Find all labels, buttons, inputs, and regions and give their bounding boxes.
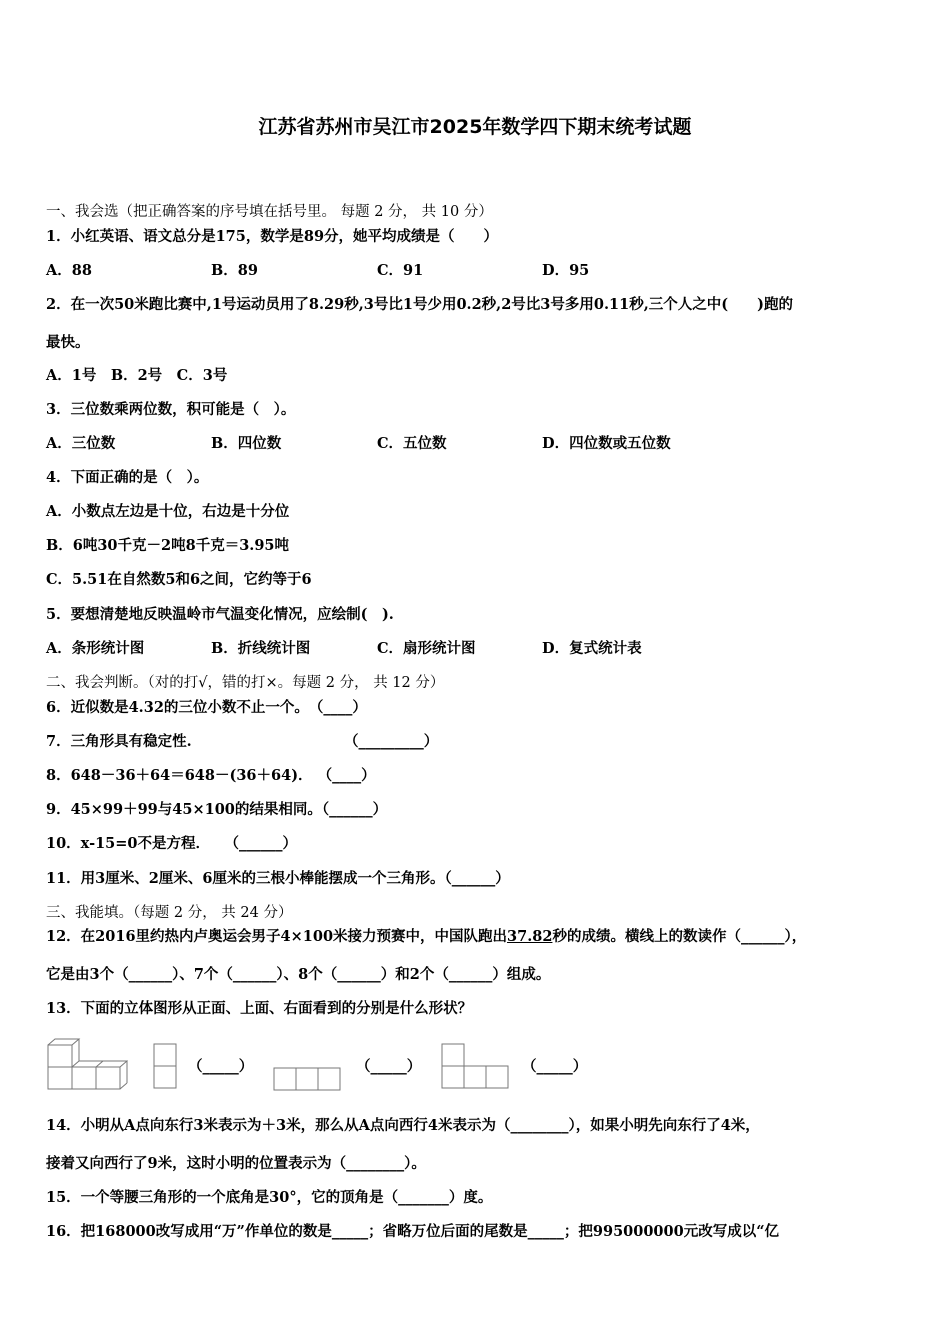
q3-option-d: D．四位数或五位数 [542, 435, 671, 452]
q4-option-b: B．6吨30千克－2吨8千克＝3.95吨 [46, 537, 290, 554]
q13-stem: 13．下面的立体图形从正面、上面、右面看到的分别是什么形状？ [46, 1000, 473, 1017]
view-figure-2 [272, 1066, 344, 1092]
q14-line1: 14．小明从A点向东行3米表示为＋3米，那么从A点向西行4米表示为（________），如果小明先向东行了4米， [46, 1117, 760, 1134]
q3-stem: 3．三位数乘两位数，积可能是（ ）。 [46, 401, 296, 418]
q1-stem: 1．小红英语、语文总分是175，数学是89分，她平均成绩是（ ） [46, 228, 499, 245]
q2-stem-line2: 最快。 [46, 334, 90, 351]
q12-line1 [46, 927, 806, 947]
q13-blank-2: （_____） [356, 1058, 422, 1075]
q10: 10．x-15=0不是方程． （______） [46, 835, 298, 852]
q12-underlined-number: 37.82 [507, 928, 553, 945]
section-2-heading: 二、我会判断。（对的打√，错的打×。每题 2 分， 共 12 分） [46, 675, 445, 691]
q11: 11．用3厘米、2厘米、6厘米的三根小棒能摆成一个三角形。（______） [46, 870, 510, 887]
q12-post: 秒的成绩。横线上的数读作（______）， [552, 928, 807, 945]
q2-options: A．1号 B．2号 C．3号 [46, 367, 228, 384]
solid-figure [46, 1037, 128, 1093]
q4-stem: 4．下面正确的是（ ）。 [46, 469, 209, 486]
q3-option-b: B．四位数 [211, 435, 282, 452]
q14-line2: 接着又向西行了9米，这时小明的位置表示为（________）。 [46, 1155, 426, 1172]
q5-option-a: A．条形统计图 [46, 640, 145, 657]
q4-option-c: C．5.51在自然数5和6之间，它约等于6 [46, 571, 312, 588]
q13-blank-1: （_____） [188, 1058, 254, 1075]
section-3-heading: 三、我能填。（每题 2 分， 共 24 分） [46, 905, 293, 921]
q7-blank: （_________） [344, 733, 439, 750]
view-figure-3 [440, 1042, 512, 1090]
q9: 9．45×99＋99与45×100的结果相同。（______） [46, 801, 388, 818]
q8: 8．648－36＋64＝648－(36＋64)． （____） [46, 767, 376, 784]
q3-option-a: A．三位数 [46, 435, 116, 452]
q7-stem: 7．三角形具有稳定性. [46, 733, 192, 750]
q12-pre: 12．在2016里约热内卢奥运会男子4×100米接力预赛中，中国队跑出 [46, 928, 508, 945]
q5-option-b: B．折线统计图 [211, 640, 311, 657]
q5-stem: 5．要想清楚地反映温岭市气温变化情况，应绘制( ). [46, 606, 394, 623]
q5-option-d: D．复式统计表 [542, 640, 642, 657]
page-title: 江苏省苏州市吴江市2025年数学四下期末统考试题 [258, 116, 692, 138]
q13-blank-3: （_____） [522, 1058, 588, 1075]
q1-option-a: A．88 [46, 262, 92, 279]
q1-option-c: C．91 [377, 262, 424, 279]
q6: 6．近似数是4.32的三位小数不止一个。 （____） [46, 699, 367, 716]
q15: 15．一个等腰三角形的一个底角是30°，它的顶角是（_______）度。 [46, 1189, 493, 1206]
q12-line2: 它是由3个（______）、7个（______）、8个（______）和2个（______）组成。 [46, 966, 551, 983]
section-1-heading: 一、我会选（把正确答案的序号填在括号里。 每题 2 分， 共 10 分） [46, 204, 493, 220]
q2-stem-line1: 2．在一次50米跑比赛中,1号运动员用了8.29秒,3号比1号少用0.2秒,2号比3号多用0.11秒,三个人之中( )跑的 [46, 296, 793, 313]
q1-option-b: B．89 [211, 262, 258, 279]
q4-option-a: A．小数点左边是十位，右边是十分位 [46, 503, 290, 520]
view-figure-1 [152, 1042, 178, 1090]
q16: 16．把168000改写成用“万”作单位的数是_____；省略万位后面的尾数是_____；把995000000元改写成以“亿 [46, 1223, 780, 1240]
q3-option-c: C．五位数 [377, 435, 447, 452]
q5-option-c: C．扇形统计图 [377, 640, 476, 657]
q1-option-d: D．95 [542, 262, 590, 279]
